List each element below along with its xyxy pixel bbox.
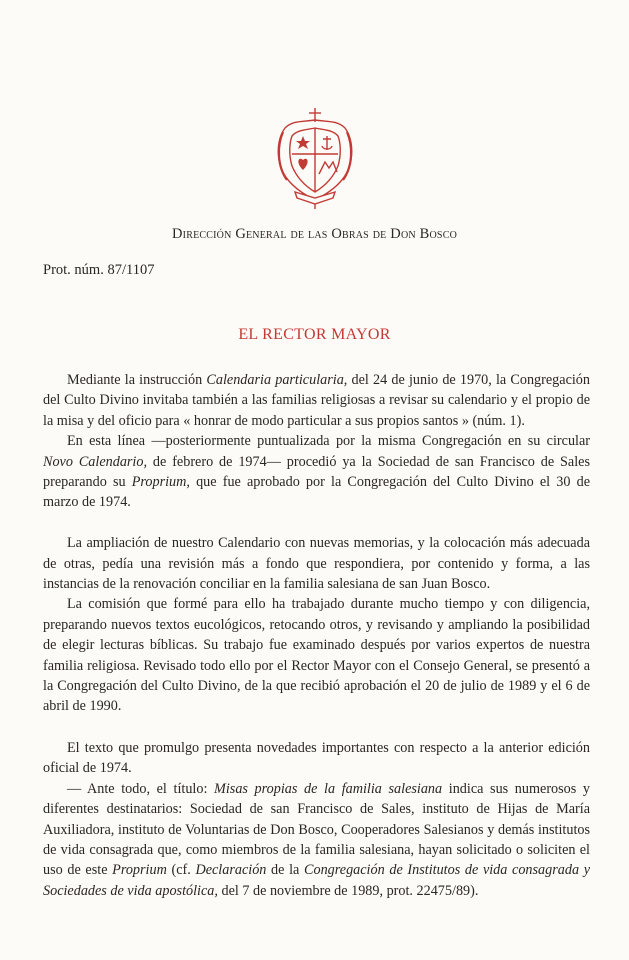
paragraph-4: La comisión que formé para ello ha trabajado durante mucho tiempo y con diligencia, preparando nuevos textos eucológicos, retocando otros, y revisando y ampliando la posibilidad de elegir lecturas bíblicas. Su trabajo fue examinado después por varios expertos de nuestra familia religiosa. Revisado todo ello por el Rector Mayor con el Consejo General, se presentó a la Congregación del Culto Divino, de la que recibió aprobación el 20 de julio de 1989 y el 6 de abril de 1990. [43,596,590,715]
paragraph-3: La ampliación de nuestro Calendario con nuevas memorias, y la colocación más adecuada de otras, pedía una revisión más a fondo que respondiera, por contenido y forma, a las instancias de la renovación conciliar en la familia salesiana de san Juan Bosco. [43,535,590,593]
document-title: EL RECTOR MAYOR [238,326,391,343]
coat-of-arms-icon [273,106,357,210]
paragraph-5: El texto que promulgo presenta novedades importantes con respecto a la anterior edición oficial de 1974. [43,739,590,777]
document-body [43,370,590,901]
institution-header: Dirección General de las Obras de Don Bosco [172,226,457,242]
paragraph-1: Mediante la instrucción Calendaria particularia, del 24 de junio de 1970, la Congregación del Culto Divino invitaba también a las familias religiosas a revisar su calendario y el propio de la misa y del oficio para « honrar de modo particular a sus propios santos » (núm. 1). [43,372,590,429]
protocol-number: Prot. núm. 87/1107 [43,262,155,278]
paragraph-6: — Ante todo, el título: Misas propias de la familia salesiana indica sus numerosos y diferentes destinatarios: Sociedad de san Francisco de Sales, instituto de Hijas de María Auxiliadora, instituto de Voluntarias de Don Bosco, Cooperadores Salesianos y demás institutos de vida consagrada que, como miembros de la familia salesiana, hayan solicitado o soliciten el uso de este Proprium (cf. Declaración de la Congregación de Institutos de vida consagrada y Sociedades de vida apostólica, del 7 de noviembre de 1989, prot. 22475/89). [43,780,591,899]
paragraph-2: En esta línea —posteriormente puntualizada por la misma Congregación en su circular Novo Calendario, de febrero de 1974— procedió ya la Sociedad de san Francisco de Sales preparando su Proprium, que fue aprobado por la Congregación del Culto Divino el 30 de marzo de 1974. [43,433,590,511]
